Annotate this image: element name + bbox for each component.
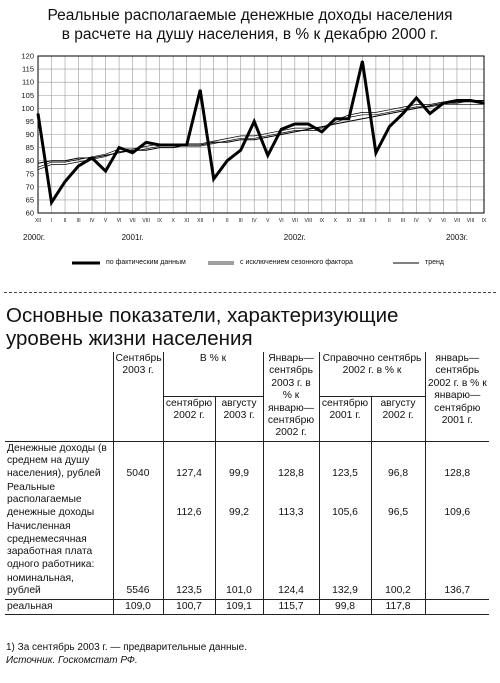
data-point-actual: [51, 202, 53, 204]
legend-label-trend: тренд: [425, 259, 444, 266]
x-tick-label: XI: [346, 218, 352, 224]
chart-legend: [0, 259, 500, 273]
source-label: Источник.: [6, 655, 56, 666]
table-cell: [113, 520, 163, 572]
table-cell: 115,7: [263, 599, 319, 614]
x-tick-label: III: [76, 218, 81, 224]
source-line: [6, 654, 247, 667]
table-cell: 113,3: [263, 481, 319, 520]
y-tick-label: 115: [22, 64, 34, 74]
chart-title: [0, 6, 500, 44]
data-point-actual: [375, 152, 377, 154]
data-point-actual: [253, 121, 255, 123]
x-tick-label: VIII: [466, 218, 475, 224]
series-line-trend: [38, 101, 484, 164]
data-point-actual: [78, 165, 80, 167]
table-cell: 5040: [113, 441, 163, 481]
data-point-actual: [389, 126, 391, 128]
x-tick-label: VI: [441, 218, 446, 224]
header-aug2003: августу 2003 г.: [215, 396, 263, 441]
data-point-actual: [348, 118, 350, 120]
y-tick-label: 60: [25, 208, 34, 218]
year-label: 2001г.: [121, 233, 144, 242]
x-tick-label: VI: [278, 218, 284, 224]
header-spravochno: Справочно сентябрь 2002 г. в % к: [319, 352, 425, 396]
legend-item-seasonal: [208, 259, 353, 266]
indicators-table: [5, 352, 489, 615]
legend-label-seasonal: с исключением сезонного фактора: [240, 259, 353, 266]
x-tick-label: IX: [157, 218, 163, 224]
table-cell: 136,7: [425, 572, 489, 599]
x-tick-label: III: [238, 218, 243, 224]
x-tick-label: VII: [453, 218, 461, 224]
header-jan-sep-2002: январь— сентябрь 2002 г. в % к январю— сентябрю 2001 г.: [425, 352, 489, 441]
table-row: [5, 441, 489, 481]
table-cell: 99,9: [215, 441, 263, 481]
data-point-actual: [335, 118, 337, 120]
x-tick-label: VIII: [304, 218, 313, 224]
y-axis-ticks: [21, 52, 34, 218]
x-tick-label: VIII: [142, 218, 150, 224]
data-point-actual: [429, 113, 431, 115]
legend-swatch-actual: [72, 260, 100, 266]
year-labels: [23, 233, 468, 242]
table-cell: 109,1: [215, 599, 263, 614]
table-cell: 112,6: [163, 481, 215, 520]
x-tick-label: I: [213, 218, 215, 224]
table-cell: 100,7: [163, 599, 215, 614]
legend-item-trend: [393, 259, 444, 266]
data-point-actual: [402, 113, 404, 115]
table-row: [5, 572, 489, 599]
x-tick-label: X: [171, 218, 175, 224]
data-point-actual: [199, 89, 201, 91]
section-title-line2: уровень жизни населения: [6, 327, 253, 350]
table-cell: [371, 520, 425, 572]
x-axis-ticks: [35, 218, 487, 224]
table-cell: 100,2: [371, 572, 425, 599]
x-tick-label: IV: [89, 218, 95, 224]
table-cell: 124,4: [263, 572, 319, 599]
header-sep2001: сентябрю 2001 г.: [319, 396, 371, 441]
y-tick-label: 85: [25, 143, 34, 153]
data-point-actual: [226, 160, 228, 162]
row-label: Денежные доходы (в среднем на душу населения), рублей: [7, 442, 107, 479]
y-tick-label: 120: [21, 51, 34, 61]
table-cell: [163, 520, 215, 572]
data-point-actual: [37, 113, 39, 115]
header-aug2002: августу 2002 г.: [371, 396, 425, 441]
table-cell: 117,8: [371, 599, 425, 614]
data-point-actual: [362, 60, 364, 62]
header-sep2003: Сентябрь 2003 г.: [113, 352, 163, 441]
y-tick-label: 70: [25, 182, 34, 192]
section-title: [6, 304, 398, 350]
y-tick-label: 75: [25, 169, 34, 179]
data-point-actual: [321, 131, 323, 133]
section-divider: [4, 292, 496, 293]
table-cell: 99,2: [215, 481, 263, 520]
header-sep2002: сентябрю 2002 г.: [163, 396, 215, 441]
row-label: Реальные располагаемые денежные доходы: [7, 482, 95, 518]
table-row: [5, 481, 489, 520]
y-tick-label: 105: [21, 90, 34, 100]
chart-title-line2: в расчете на душу населения, в % к декабрю 2000 г.: [61, 26, 439, 43]
x-tick-label: XII: [359, 218, 366, 224]
x-tick-label: IV: [414, 218, 419, 224]
y-tick-label: 110: [22, 77, 34, 87]
data-point-actual: [456, 100, 458, 102]
header-jan-sep-2003: Январь— сентябрь 2003 г. в % к январю— сентябрю 2002 г.: [263, 352, 319, 441]
x-tick-label: IV: [251, 218, 257, 224]
x-tick-label: II: [63, 218, 67, 224]
table-cell: 123,5: [163, 572, 215, 599]
table-cell: [263, 520, 319, 572]
header-empty: [5, 352, 113, 441]
data-point-actual: [159, 144, 161, 146]
x-tick-label: XI: [184, 218, 190, 224]
table-cell: 5546: [113, 572, 163, 599]
legend-item-actual: [72, 259, 186, 266]
row-label: номинальная, рублей: [5, 572, 113, 599]
year-label: 2002г.: [283, 233, 306, 242]
x-tick-label: VI: [116, 218, 122, 224]
data-point-actual: [308, 123, 310, 125]
table-cell: 128,8: [425, 441, 489, 481]
table-cell: [425, 520, 489, 572]
data-point-actual: [64, 181, 66, 183]
series-line-seasonal: [38, 104, 484, 169]
year-label: 2003г.: [445, 233, 468, 242]
y-tick-label: 80: [25, 156, 34, 166]
data-point-actual: [172, 144, 174, 146]
table-row: [5, 520, 489, 572]
table-row: [5, 599, 489, 614]
x-tick-label: V: [428, 218, 432, 224]
table-cell: [425, 599, 489, 614]
y-tick-label: 95: [25, 116, 34, 126]
legend-swatch-seasonal: [208, 260, 234, 266]
row-label: Начисленная среднемесячная заработная плата одного работника:: [7, 521, 95, 570]
x-tick-label: XII: [197, 218, 204, 224]
header-v-pct: В % к: [163, 352, 263, 396]
table-cell: [113, 481, 163, 520]
x-tick-label: II: [388, 218, 391, 224]
data-point-actual: [267, 155, 269, 157]
x-tick-label: V: [266, 218, 270, 224]
data-point-actual: [105, 170, 107, 172]
source-text: Госкомстат РФ.: [58, 655, 138, 666]
table-cell: [215, 520, 263, 572]
x-tick-label: III: [400, 218, 405, 224]
x-tick-label: VII: [129, 218, 136, 224]
data-point-actual: [483, 102, 485, 104]
x-tick-label: I: [375, 218, 377, 224]
x-tick-label: X: [333, 218, 338, 224]
data-point-actual: [118, 147, 120, 149]
table-cell: 96,5: [371, 481, 425, 520]
chart-title-line1: Реальные располагаемые денежные доходы населения: [47, 7, 453, 24]
x-tick-label: VII: [291, 218, 298, 224]
table-cell: 132,9: [319, 572, 371, 599]
data-point-actual: [416, 97, 418, 99]
table-cell: 109,6: [425, 481, 489, 520]
table-cell: 105,6: [319, 481, 371, 520]
table-cell: 99,8: [319, 599, 371, 614]
table-cell: [319, 520, 371, 572]
data-point-actual: [294, 123, 296, 125]
row-label: реальная: [5, 599, 113, 614]
table-cell: 127,4: [163, 441, 215, 481]
y-tick-label: 65: [25, 195, 34, 205]
table-cell: 96,8: [371, 441, 425, 481]
x-tick-label: XII: [34, 218, 42, 224]
x-tick-label: I: [50, 218, 53, 224]
y-tick-label: 100: [21, 103, 34, 113]
y-tick-label: 90: [25, 130, 34, 139]
x-tick-label: V: [103, 218, 108, 224]
x-tick-label: IX: [319, 218, 325, 224]
x-tick-label: II: [225, 218, 229, 224]
table-cell: 123,5: [319, 441, 371, 481]
data-point-actual: [280, 128, 282, 130]
section-title-line1: Основные показатели, характеризующие: [6, 304, 399, 327]
x-tick-label: IX: [481, 218, 487, 224]
legend-label-actual: по фактическим данным: [106, 259, 186, 266]
footnotes: [6, 641, 247, 667]
data-point-actual: [240, 149, 242, 151]
footnote-1: 1) За сентябрь 2003 г. — предварительные данные.: [6, 642, 248, 653]
data-point-actual: [213, 178, 215, 180]
data-point-actual: [145, 142, 147, 144]
data-point-actual: [132, 152, 134, 154]
table-cell: 109,0: [113, 599, 163, 614]
line-chart: [0, 46, 500, 256]
legend-swatch-trend: [393, 260, 419, 266]
table-cell: 101,0: [215, 572, 263, 599]
year-label: 2000г.: [23, 233, 45, 242]
table-cell: 128,8: [263, 441, 319, 481]
